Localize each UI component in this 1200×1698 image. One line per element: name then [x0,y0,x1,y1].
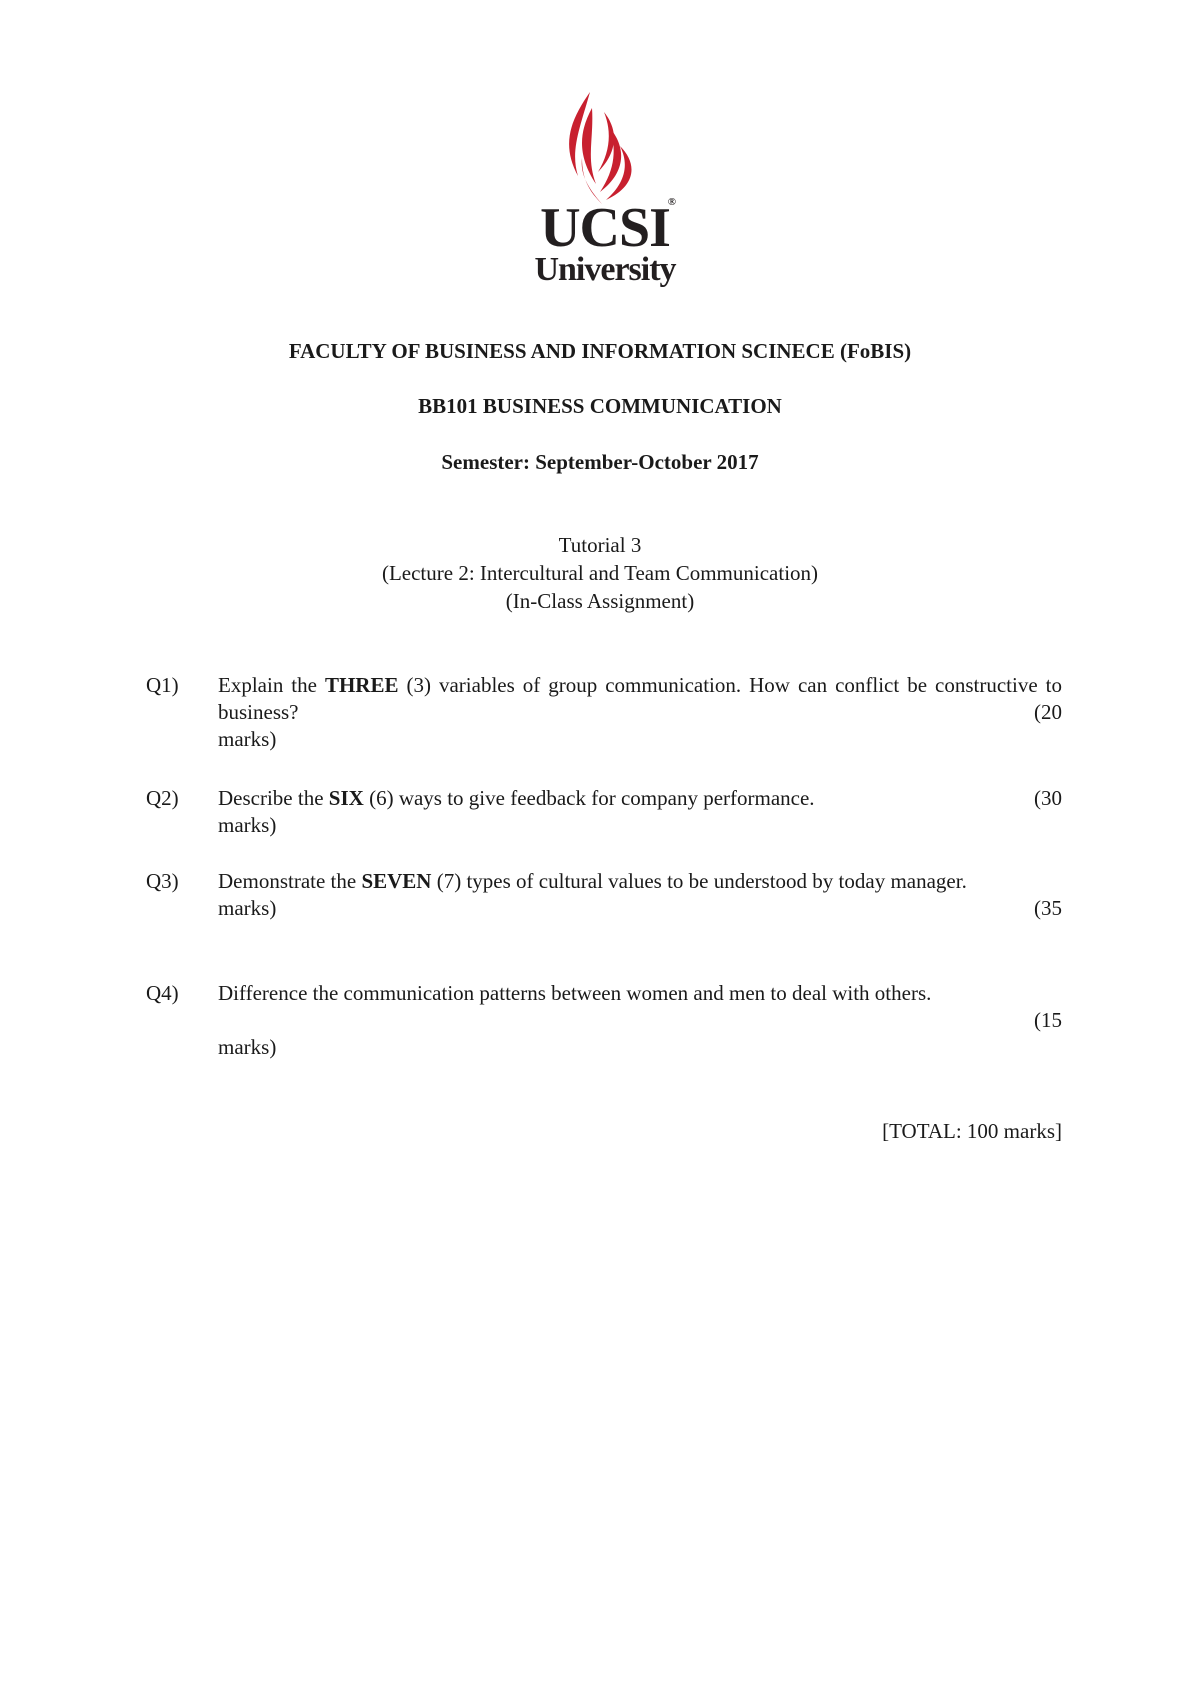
question-marks-tail: marks) [218,813,277,837]
registered-mark: ® [667,196,676,208]
question-text-pre: Difference the communication patterns between women and men to deal with others. [218,981,932,1005]
question-text-pre: Demonstrate the [218,869,362,893]
question-text [218,868,1062,922]
question-marks: (30 [1034,786,1062,810]
question-text-pre: Describe the [218,786,329,810]
question-keyword: SIX [328,786,364,810]
semester-line: Semester: September-October 2017 [441,450,759,474]
flame-icon [520,88,690,208]
question-text-pre: Explain the [218,673,325,697]
question-marks: (35 [1034,896,1062,920]
total-marks: [TOTAL: 100 marks] [882,1119,1062,1143]
question-marks-tail: marks) [218,727,277,751]
faculty-title: FACULTY OF BUSINESS AND INFORMATION SCINECE (FoBIS) [288,339,912,363]
lecture-line: (Lecture 2: Intercultural and Team Communication) [381,561,819,585]
course-title: BB101 BUSINESS COMMUNICATION [418,394,782,418]
question-text-post: (7) types of cultural values to be understood by today manager. [431,869,967,893]
tutorial-title: Tutorial 3 [558,533,642,557]
question-text-post: (3) variables of group communication. How can conflict be constructive to business? [218,673,1062,724]
question-number: Q1) [146,673,179,697]
question-number: Q2) [146,786,179,810]
question-keyword: SEVEN [361,869,432,893]
question-marks: (20 [1034,700,1062,724]
question-text [218,785,1062,839]
question-number: Q4) [146,981,179,1005]
question-marks-tail: marks) [218,1035,277,1059]
logo-subtitle: University [534,251,676,288]
question-text-post: (6) ways to give feedback for company performance. [363,786,815,810]
question-number: Q3) [146,869,179,893]
assignment-type: (In-Class Assignment) [505,589,695,613]
logo-wordmark: UCSI [540,197,670,259]
question-text [218,672,1062,753]
question-marks: (15 [1034,1008,1062,1032]
question-text [218,980,1062,1061]
ucsi-logo [520,88,690,298]
question-marks-tail: marks) [218,896,277,920]
question-keyword: THREE [324,673,399,697]
